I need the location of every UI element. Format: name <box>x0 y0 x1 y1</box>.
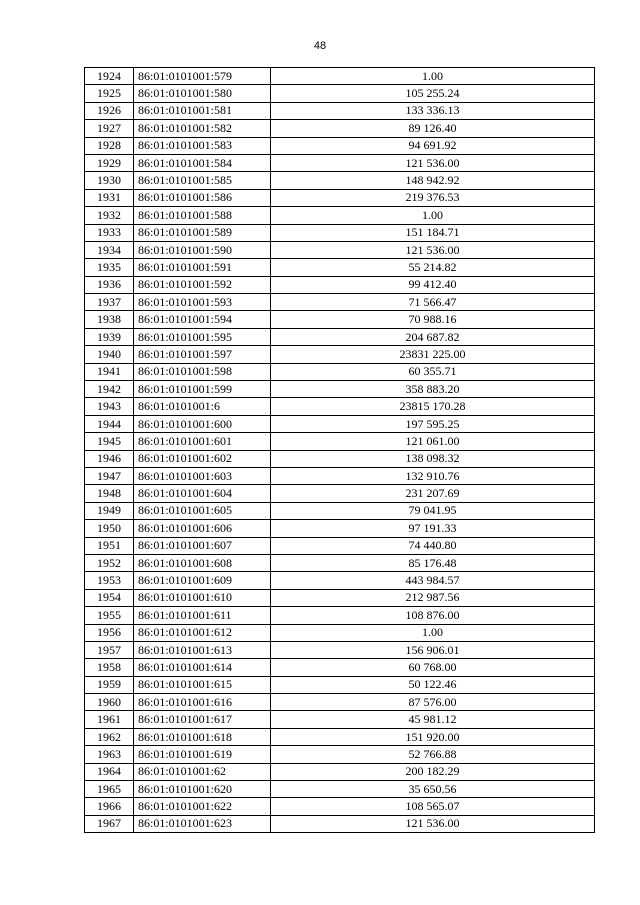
value-cell: 94 691.92 <box>271 137 595 154</box>
row-number-cell: 1962 <box>85 728 134 745</box>
table-row <box>85 346 595 363</box>
row-number-cell: 1950 <box>85 520 134 537</box>
cadastral-number-cell: 86:01:0101001:620 <box>134 781 271 798</box>
value-cell: 443 984.57 <box>271 572 595 589</box>
cadastral-number-cell: 86:01:0101001:612 <box>134 624 271 641</box>
value-cell: 212 987.56 <box>271 589 595 606</box>
table-row <box>85 711 595 728</box>
registry-table <box>84 67 595 833</box>
table-row <box>85 728 595 745</box>
cadastral-number-cell: 86:01:0101001:615 <box>134 676 271 693</box>
cadastral-number-cell: 86:01:0101001:588 <box>134 207 271 224</box>
row-number-cell: 1965 <box>85 781 134 798</box>
table-row <box>85 694 595 711</box>
table-row <box>85 85 595 102</box>
cadastral-number-cell: 86:01:0101001:586 <box>134 189 271 206</box>
cadastral-number-cell: 86:01:0101001:618 <box>134 728 271 745</box>
value-cell: 108 565.07 <box>271 798 595 815</box>
table-row <box>85 746 595 763</box>
cadastral-number-cell: 86:01:0101001:62 <box>134 763 271 780</box>
row-number-cell: 1925 <box>85 85 134 102</box>
table-row <box>85 589 595 606</box>
row-number-cell: 1939 <box>85 328 134 345</box>
row-number-cell: 1935 <box>85 259 134 276</box>
row-number-cell: 1957 <box>85 641 134 658</box>
table-row <box>85 311 595 328</box>
row-number-cell: 1949 <box>85 502 134 519</box>
row-number-cell: 1933 <box>85 224 134 241</box>
table-row <box>85 537 595 554</box>
table-row <box>85 450 595 467</box>
row-number-cell: 1943 <box>85 398 134 415</box>
value-cell: 99 412.40 <box>271 276 595 293</box>
table-row <box>85 68 595 85</box>
value-cell: 97 191.33 <box>271 520 595 537</box>
table-row <box>85 433 595 450</box>
row-number-cell: 1948 <box>85 485 134 502</box>
table-row <box>85 102 595 119</box>
table-row <box>85 259 595 276</box>
value-cell: 1.00 <box>271 207 595 224</box>
value-cell: 133 336.13 <box>271 102 595 119</box>
table-row <box>85 502 595 519</box>
table-row <box>85 415 595 432</box>
row-number-cell: 1938 <box>85 311 134 328</box>
row-number-cell: 1955 <box>85 607 134 624</box>
row-number-cell: 1953 <box>85 572 134 589</box>
table-row <box>85 328 595 345</box>
value-cell: 74 440.80 <box>271 537 595 554</box>
cadastral-number-cell: 86:01:0101001:605 <box>134 502 271 519</box>
value-cell: 204 687.82 <box>271 328 595 345</box>
row-number-cell: 1944 <box>85 415 134 432</box>
cadastral-number-cell: 86:01:0101001:597 <box>134 346 271 363</box>
value-cell: 138 098.32 <box>271 450 595 467</box>
row-number-cell: 1940 <box>85 346 134 363</box>
row-number-cell: 1929 <box>85 154 134 171</box>
cadastral-number-cell: 86:01:0101001:585 <box>134 172 271 189</box>
row-number-cell: 1928 <box>85 137 134 154</box>
registry-table-body <box>85 68 595 833</box>
cadastral-number-cell: 86:01:0101001:614 <box>134 659 271 676</box>
value-cell: 60 355.71 <box>271 363 595 380</box>
table-row <box>85 572 595 589</box>
value-cell: 151 184.71 <box>271 224 595 241</box>
row-number-cell: 1951 <box>85 537 134 554</box>
cadastral-number-cell: 86:01:0101001:599 <box>134 381 271 398</box>
value-cell: 60 768.00 <box>271 659 595 676</box>
table-row <box>85 781 595 798</box>
table-row <box>85 398 595 415</box>
row-number-cell: 1966 <box>85 798 134 815</box>
cadastral-number-cell: 86:01:0101001:592 <box>134 276 271 293</box>
cadastral-number-cell: 86:01:0101001:593 <box>134 294 271 311</box>
value-cell: 85 176.48 <box>271 554 595 571</box>
cadastral-number-cell: 86:01:0101001:616 <box>134 694 271 711</box>
cadastral-number-cell: 86:01:0101001:591 <box>134 259 271 276</box>
table-row <box>85 641 595 658</box>
value-cell: 55 214.82 <box>271 259 595 276</box>
value-cell: 231 207.69 <box>271 485 595 502</box>
cadastral-number-cell: 86:01:0101001:583 <box>134 137 271 154</box>
row-number-cell: 1941 <box>85 363 134 380</box>
cadastral-number-cell: 86:01:0101001:595 <box>134 328 271 345</box>
cadastral-number-cell: 86:01:0101001:608 <box>134 554 271 571</box>
value-cell: 121 536.00 <box>271 815 595 832</box>
cadastral-number-cell: 86:01:0101001:602 <box>134 450 271 467</box>
cadastral-number-cell: 86:01:0101001:6 <box>134 398 271 415</box>
table-row <box>85 363 595 380</box>
cadastral-number-cell: 86:01:0101001:594 <box>134 311 271 328</box>
value-cell: 219 376.53 <box>271 189 595 206</box>
value-cell: 156 906.01 <box>271 641 595 658</box>
row-number-cell: 1936 <box>85 276 134 293</box>
value-cell: 70 988.16 <box>271 311 595 328</box>
cadastral-number-cell: 86:01:0101001:600 <box>134 415 271 432</box>
row-number-cell: 1964 <box>85 763 134 780</box>
row-number-cell: 1952 <box>85 554 134 571</box>
table-row <box>85 154 595 171</box>
cadastral-number-cell: 86:01:0101001:619 <box>134 746 271 763</box>
row-number-cell: 1937 <box>85 294 134 311</box>
value-cell: 50 122.46 <box>271 676 595 693</box>
table-row <box>85 120 595 137</box>
value-cell: 358 883.20 <box>271 381 595 398</box>
table-row <box>85 189 595 206</box>
value-cell: 52 766.88 <box>271 746 595 763</box>
row-number-cell: 1934 <box>85 241 134 258</box>
row-number-cell: 1926 <box>85 102 134 119</box>
table-row <box>85 137 595 154</box>
value-cell: 45 981.12 <box>271 711 595 728</box>
table-row <box>85 676 595 693</box>
value-cell: 121 061.00 <box>271 433 595 450</box>
table-row <box>85 607 595 624</box>
row-number-cell: 1945 <box>85 433 134 450</box>
value-cell: 148 942.92 <box>271 172 595 189</box>
table-row <box>85 294 595 311</box>
cadastral-number-cell: 86:01:0101001:610 <box>134 589 271 606</box>
value-cell: 132 910.76 <box>271 467 595 484</box>
cadastral-number-cell: 86:01:0101001:580 <box>134 85 271 102</box>
table-row <box>85 381 595 398</box>
cadastral-number-cell: 86:01:0101001:581 <box>134 102 271 119</box>
value-cell: 23815 170.28 <box>271 398 595 415</box>
value-cell: 1.00 <box>271 68 595 85</box>
row-number-cell: 1959 <box>85 676 134 693</box>
table-row <box>85 276 595 293</box>
table-row <box>85 241 595 258</box>
cadastral-number-cell: 86:01:0101001:611 <box>134 607 271 624</box>
value-cell: 105 255.24 <box>271 85 595 102</box>
cadastral-number-cell: 86:01:0101001:623 <box>134 815 271 832</box>
table-row <box>85 520 595 537</box>
value-cell: 71 566.47 <box>271 294 595 311</box>
cadastral-number-cell: 86:01:0101001:603 <box>134 467 271 484</box>
row-number-cell: 1954 <box>85 589 134 606</box>
cadastral-number-cell: 86:01:0101001:606 <box>134 520 271 537</box>
table-row <box>85 224 595 241</box>
cadastral-number-cell: 86:01:0101001:613 <box>134 641 271 658</box>
row-number-cell: 1961 <box>85 711 134 728</box>
table-row <box>85 207 595 224</box>
row-number-cell: 1967 <box>85 815 134 832</box>
cadastral-number-cell: 86:01:0101001:589 <box>134 224 271 241</box>
value-cell: 121 536.00 <box>271 241 595 258</box>
cadastral-number-cell: 86:01:0101001:609 <box>134 572 271 589</box>
table-row <box>85 624 595 641</box>
cadastral-number-cell: 86:01:0101001:604 <box>134 485 271 502</box>
table-row <box>85 467 595 484</box>
value-cell: 108 876.00 <box>271 607 595 624</box>
cadastral-number-cell: 86:01:0101001:584 <box>134 154 271 171</box>
row-number-cell: 1958 <box>85 659 134 676</box>
value-cell: 121 536.00 <box>271 154 595 171</box>
page-number: 48 <box>313 40 327 52</box>
row-number-cell: 1956 <box>85 624 134 641</box>
cadastral-number-cell: 86:01:0101001:590 <box>134 241 271 258</box>
value-cell: 1.00 <box>271 624 595 641</box>
row-number-cell: 1931 <box>85 189 134 206</box>
value-cell: 79 041.95 <box>271 502 595 519</box>
value-cell: 23831 225.00 <box>271 346 595 363</box>
value-cell: 89 126.40 <box>271 120 595 137</box>
cadastral-number-cell: 86:01:0101001:579 <box>134 68 271 85</box>
cadastral-number-cell: 86:01:0101001:601 <box>134 433 271 450</box>
row-number-cell: 1946 <box>85 450 134 467</box>
row-number-cell: 1942 <box>85 381 134 398</box>
row-number-cell: 1924 <box>85 68 134 85</box>
table-row <box>85 485 595 502</box>
table-row <box>85 815 595 832</box>
table-row <box>85 798 595 815</box>
table-row <box>85 659 595 676</box>
table-row <box>85 172 595 189</box>
table-row <box>85 763 595 780</box>
cadastral-number-cell: 86:01:0101001:598 <box>134 363 271 380</box>
value-cell: 87 576.00 <box>271 694 595 711</box>
value-cell: 151 920.00 <box>271 728 595 745</box>
value-cell: 35 650.56 <box>271 781 595 798</box>
cadastral-number-cell: 86:01:0101001:622 <box>134 798 271 815</box>
table-row <box>85 554 595 571</box>
row-number-cell: 1947 <box>85 467 134 484</box>
row-number-cell: 1963 <box>85 746 134 763</box>
row-number-cell: 1927 <box>85 120 134 137</box>
value-cell: 197 595.25 <box>271 415 595 432</box>
row-number-cell: 1930 <box>85 172 134 189</box>
value-cell: 200 182.29 <box>271 763 595 780</box>
cadastral-number-cell: 86:01:0101001:582 <box>134 120 271 137</box>
cadastral-number-cell: 86:01:0101001:607 <box>134 537 271 554</box>
row-number-cell: 1960 <box>85 694 134 711</box>
row-number-cell: 1932 <box>85 207 134 224</box>
cadastral-number-cell: 86:01:0101001:617 <box>134 711 271 728</box>
